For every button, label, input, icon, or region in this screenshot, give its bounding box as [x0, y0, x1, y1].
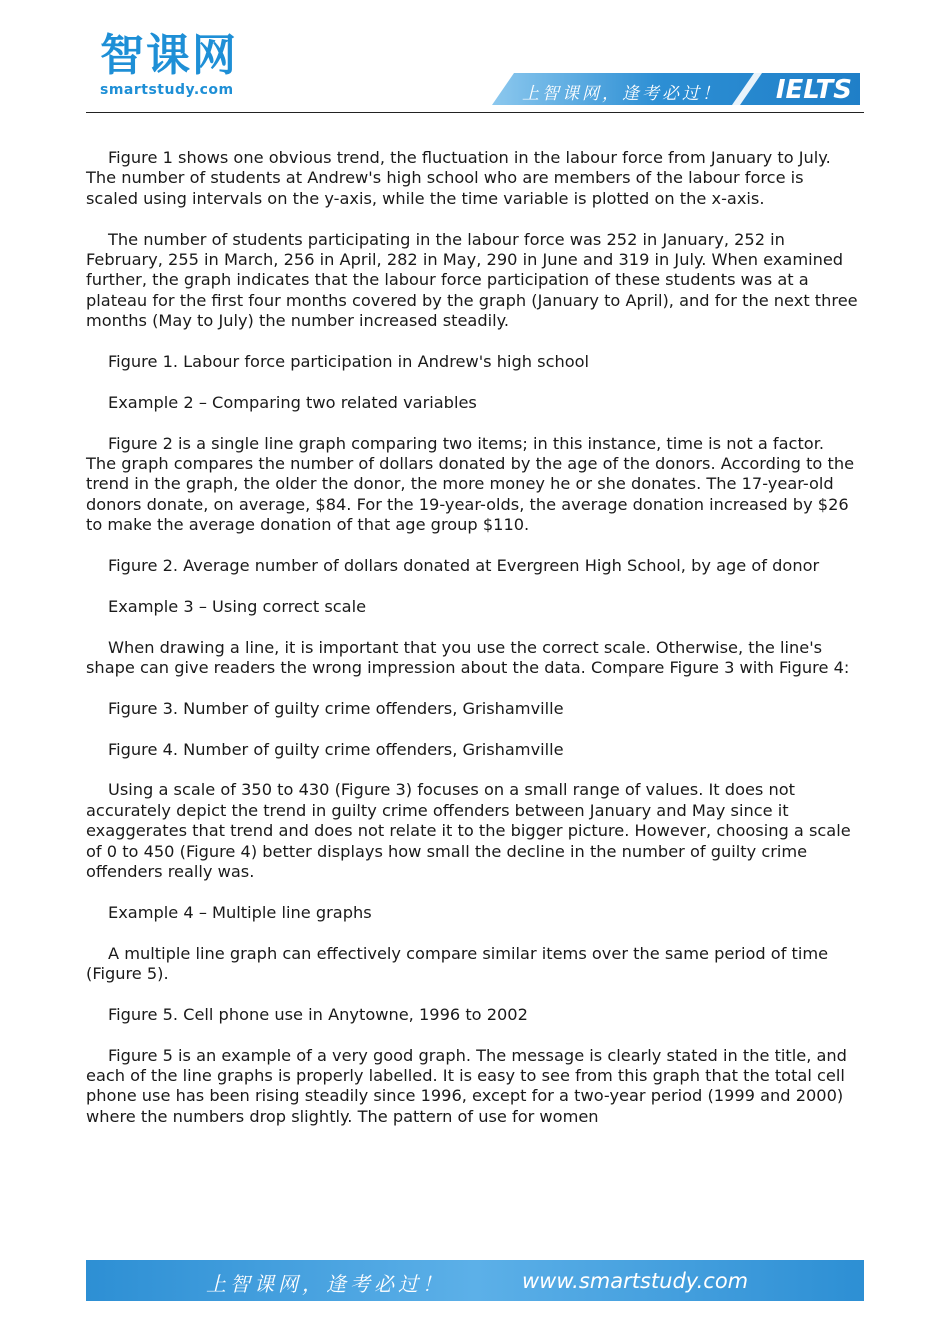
document-body — [86, 148, 858, 1148]
smartstudy-logo — [100, 32, 270, 102]
paragraph: A multiple line graph can effectively compare similar items over the same period of time (Figure 5). — [86, 943, 829, 984]
footer-slogan: 上智课网，逢考必过！ — [206, 1272, 446, 1296]
figure-caption: Figure 5. Cell phone use in Anytowne, 1996 to 2002 — [108, 1004, 528, 1024]
paragraph: Figure 1 shows one obvious trend, the fluctuation in the labour force from January to July. The number of students at Andrew's high school who are members of the labour force is scaled using intervals on the y-axis, while the time variable is plotted on the x-axis. — [86, 148, 831, 208]
paragraph: Figure 5 is an example of a very good graph. The message is clearly stated in the title, and each of the line graphs is properly labelled. It is easy to see from this graph that the total cell phone use has been rising steadily since 1996, except for a two-year period (1999 and 2000) where the numbers drop slightly. The pattern of use for women — [86, 1045, 847, 1126]
section-heading: Example 3 – Using correct scale — [108, 596, 367, 616]
header-divider — [86, 112, 864, 113]
ielts-label: IELTS — [775, 75, 852, 105]
paragraph: The number of students participating in the labour force was 252 in January, 252 in February, 255 in March, 256 in April, 282 in May, 290 in June and 319 in July. When examined further, the graph indicates that the labour force participation of these students was at a plateau for the first four months covered by the graph (January to April), and for the next three months (May to July) the number increased steadily. — [86, 229, 858, 331]
figure-caption: Figure 1. Labour force participation in Andrew's high school — [108, 352, 590, 372]
logo-english-text: smartstudy.com — [100, 82, 234, 98]
paragraph: Using a scale of 350 to 430 (Figure 3) focuses on a small range of values. It does not accurately depict the trend in guilty crime offenders between January and May since it exaggerates that trend and does not relate it to the bigger picture. However, choosing a scale of 0 to 450 (Figure 4) better displays how small the decline in the number of guilty crime offenders really was. — [86, 780, 851, 882]
figure-caption: Figure 4. Number of guilty crime offenders, Grishamville — [108, 739, 564, 759]
page-header — [0, 0, 950, 115]
header-slogan: 上智课网，逢考必过！ — [522, 84, 722, 104]
logo-chinese-text: 智课网 — [100, 30, 238, 81]
section-heading: Example 2 – Comparing two related variables — [108, 392, 477, 412]
figure-caption: Figure 2. Average number of dollars donated at Evergreen High School, by age of donor — [108, 556, 820, 576]
header-banner — [492, 73, 860, 105]
paragraph: Figure 2 is a single line graph comparing two items; in this instance, time is not a factor. The graph compares the number of dollars donated by the age of the donors. According to the trend in the graph, the older the donor, the more money he or she donates. The 17-year-old donors donate, on average, $84. For the 19-year-olds, the average donation increased by $26 to make the average donation of that age group $110. — [86, 433, 855, 535]
section-heading: Example 4 – Multiple line graphs — [108, 902, 372, 922]
page-footer — [86, 1260, 864, 1301]
paragraph: When drawing a line, it is important that you use the correct scale. Otherwise, the line's shape can give readers the wrong impression about the data. Compare Figure 3 with Figure 4: — [86, 637, 850, 678]
figure-caption: Figure 3. Number of guilty crime offenders, Grishamville — [108, 698, 564, 718]
footer-website-link[interactable]: www.smartstudy.com — [522, 1269, 749, 1293]
